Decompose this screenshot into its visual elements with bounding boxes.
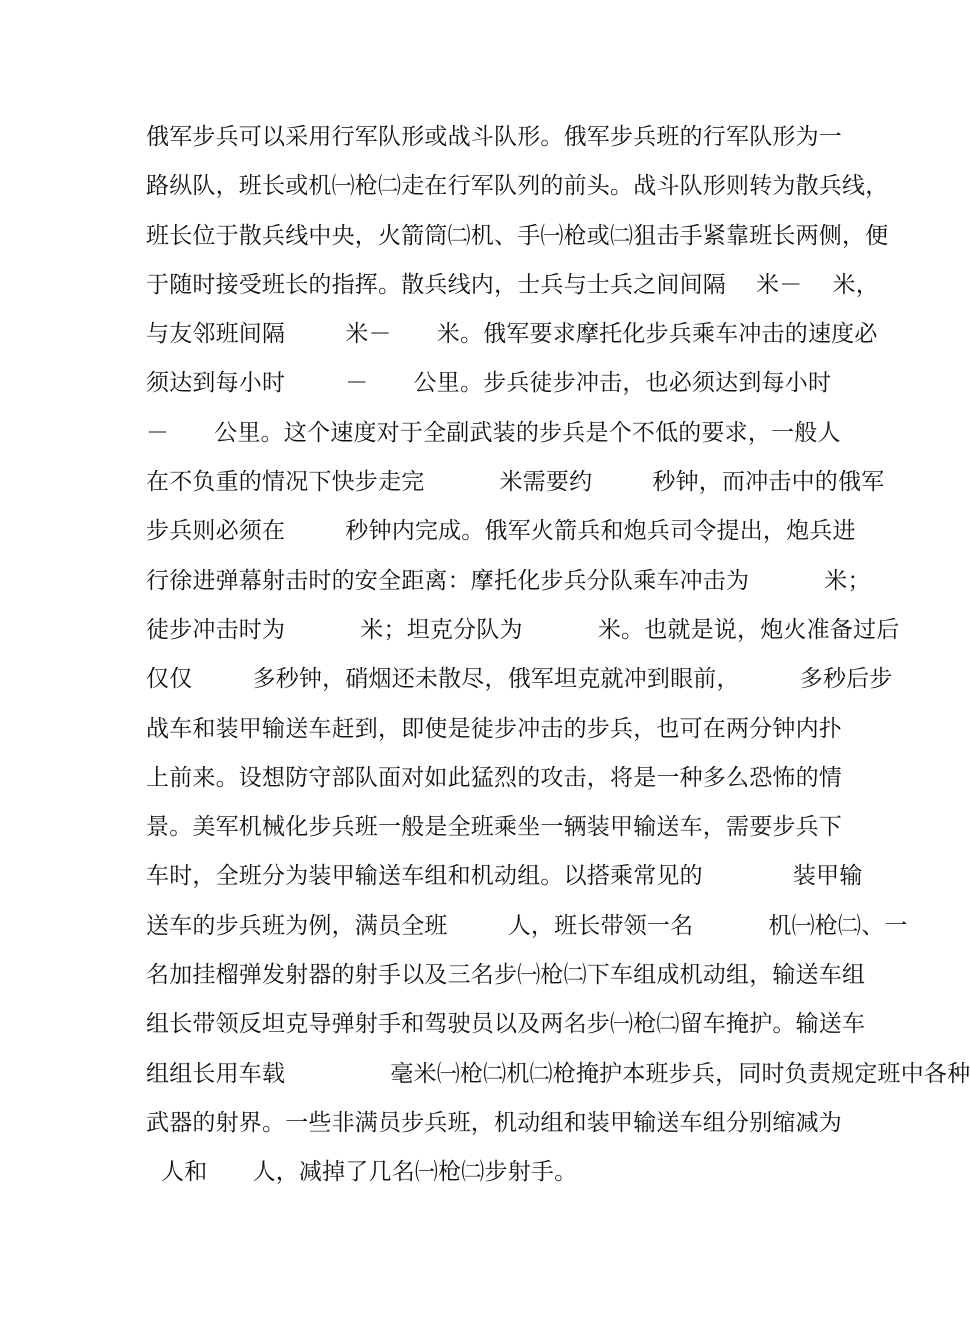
text-line-21: 武器的射界。一些非满员步兵班，机动组和装甲输送车组分别缩减为 — [146, 1109, 842, 1136]
text-line-15: 景。美军机械化步兵班一般是全班乘坐一辆装甲输送车，需要步兵下 — [146, 814, 842, 841]
text-line-5: 与友邻班间隔 米－ 米。俄军要求摩托化步兵乘车冲击的速度必 — [146, 321, 878, 348]
text-line-1: 俄军步兵可以采用行军队形或战斗队形。俄军步兵班的行军队形为一 — [146, 124, 842, 150]
text-line-9: 步兵则必须在 秒钟内完成。俄军火箭兵和炮兵司令提出，炮兵进 — [146, 518, 856, 545]
text-line-4: 于随时接受班长的指挥。散兵线内，士兵与士兵之间间隔 米－ 米， — [146, 271, 879, 298]
text-line-11: 徒步冲击时为 米；坦克分队为 米。也就是说，炮火准备过后 — [146, 616, 900, 643]
text-line-3: 班长位于散兵线中央，火箭筒㈡机、手㈠枪或㈡狙击手紧靠班长两侧，便 — [146, 222, 889, 249]
text-line-13: 战车和装甲输送车赶到，即使是徒步冲击的步兵，也可在两分钟内扑 — [146, 715, 842, 742]
text-line-8: 在不负重的情况下快步走完 米需要约 秒钟，而冲击中的俄军 — [146, 469, 885, 496]
text-line-20: 组组长用车载 毫米㈠枪㈡机㈡枪掩护本班步兵，同时负责规定班中各种 — [146, 1060, 970, 1087]
text-line-10: 行徐进弹幕射击时的安全距离：摩托化步兵分队乘车冲击为 米； — [146, 567, 871, 594]
text-line-18: 名加挂榴弹发射器的射手以及三名步㈠枪㈡下车组成机动组，输送车组 — [146, 962, 866, 989]
text-line-2: 路纵队，班长或机㈠枪㈡走在行军队列的前头。战斗队形则转为散兵线， — [146, 173, 889, 200]
text-line-14: 上前来。设想防守部队面对如此猛烈的攻击，将是一种多么恐怖的情 — [146, 764, 842, 791]
text-line-22: 人和 人，减掉了几名㈠枪㈡步射手。 — [146, 1159, 578, 1186]
text-line-12: 仅仅 多秒钟，硝烟还未散尽，俄军坦克就冲到眼前， 多秒后步 — [146, 666, 893, 693]
text-line-19: 组长带领反坦克导弹射手和驾驶员以及两名步㈠枪㈡留车掩护。输送车 — [146, 1011, 866, 1038]
text-line-7: － 公里。这个速度对于全副武装的步兵是个不低的要求，一般人 — [146, 419, 841, 446]
text-line-17: 送车的步兵班为例，满员全班 人，班长带领一名 机㈠枪㈡、一 — [146, 912, 908, 939]
article-body — [146, 113, 970, 1198]
text-line-16: 车时，全班分为装甲输送车组和机动组。以搭乘常见的 装甲输 — [146, 863, 863, 890]
text-line-6: 须达到每小时 － 公里。步兵徒步冲击，也必须达到每小时 — [146, 370, 832, 397]
